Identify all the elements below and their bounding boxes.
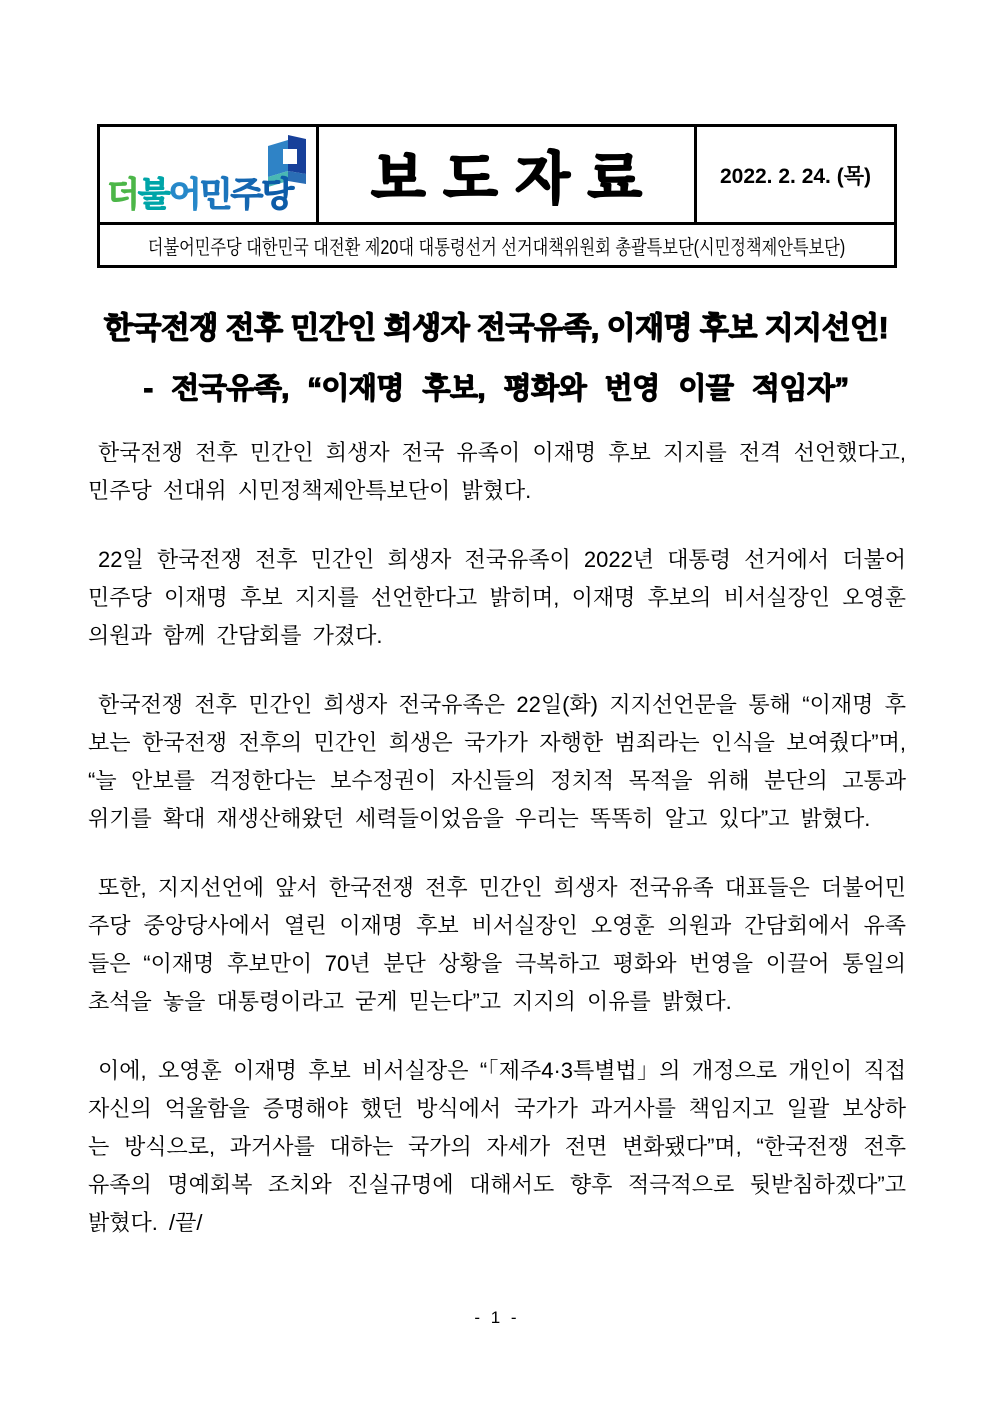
headline-block bbox=[40, 303, 952, 407]
release-date: 2022. 2. 24. (목) bbox=[719, 164, 872, 188]
body-paragraph-3: 한국전쟁 전후 민간인 희생자 전국유족은 22일(화) 지지선언문을 통해 “이재명 후보는 한국전쟁 전후의 민간인 희생은 국가가 자행한 범죄라는 인식을 보여줬다”며, “늘 안보를 걱정한다는 보수정권이 자신들의 정치적 목적을 위해 분단의 고통과 위기를 확대 재생산해왔던 세력들이었음을 우리는 똑똑히 알고 있다”고 밝혔다. bbox=[88, 692, 906, 831]
header-top-row bbox=[100, 127, 894, 225]
page-number: - 1 - bbox=[474, 1308, 520, 1327]
doc-type-title: 보도자료 bbox=[371, 146, 660, 210]
headline-line2: - 전국유족, “이재명 후보, 평화와 번영 이끌 적임자” bbox=[143, 373, 849, 405]
header-org-row bbox=[100, 225, 894, 265]
doc-type-cell bbox=[319, 127, 697, 222]
body-paragraph-5: 이에, 오영훈 이재명 후보 비서실장은 “「제주4·3특별법」의 개정으로 개인이 직접 자신의 억울함을 증명해야 했던 방식에서 국가가 과거사를 책임지고 일괄 보상하는 방식으로, 과거사를 대하는 국가의 자세가 전면 변화됐다”며, “한국전쟁 전후 유족의 명예회복 조치와 진실규명에 대해서도 향후 적극적으로 뒷받침하겠다”고 밝혔다. /끝/ bbox=[88, 1058, 906, 1235]
header-table bbox=[97, 124, 897, 268]
flag-window-shape bbox=[283, 149, 297, 164]
date-cell bbox=[697, 127, 894, 222]
body-paragraph-1: 한국전쟁 전후 민간인 희생자 전국 유족이 이재명 후보 지지를 전격 선언했다고, 민주당 선대위 시민정책제안특보단이 밝혔다. bbox=[88, 440, 906, 503]
body-paragraph-2: 22일 한국전쟁 전후 민간인 희생자 전국유족이 2022년 대통령 선거에서 더불어민주당 이재명 후보 지지를 선언한다고 밝히며, 이재명 후보의 비서실장인 오영훈 의원과 함께 간담회를 가졌다. bbox=[88, 547, 906, 648]
body-paragraph-4: 또한, 지지선언에 앞서 한국전쟁 전후 민간인 희생자 전국유족 대표들은 더불어민주당 중앙당사에서 열린 이재명 후보 비서실장인 오영훈 의원과 간담회에서 유족들은 “이재명 후보만이 70년 분단 상황을 극복하고 평화와 번영을 이끌어 통일의 초석을 놓을 대통령이라고 굳게 믿는다”고 지지의 이유를 밝혔다. bbox=[88, 875, 906, 1014]
org-line: 더불어민주당 대한민국 대전환 제20대 대통령선거 선거대책위원회 총괄특보단(시민정책제안특보단) bbox=[148, 236, 846, 259]
party-logo-text: 더불어민주당 bbox=[107, 176, 293, 214]
article-body bbox=[88, 434, 906, 1273]
party-logo bbox=[100, 127, 319, 222]
headline-line1: 한국전쟁 전후 민간인 희생자 전국유족, 이재명 후보 지지선언! bbox=[103, 312, 889, 345]
